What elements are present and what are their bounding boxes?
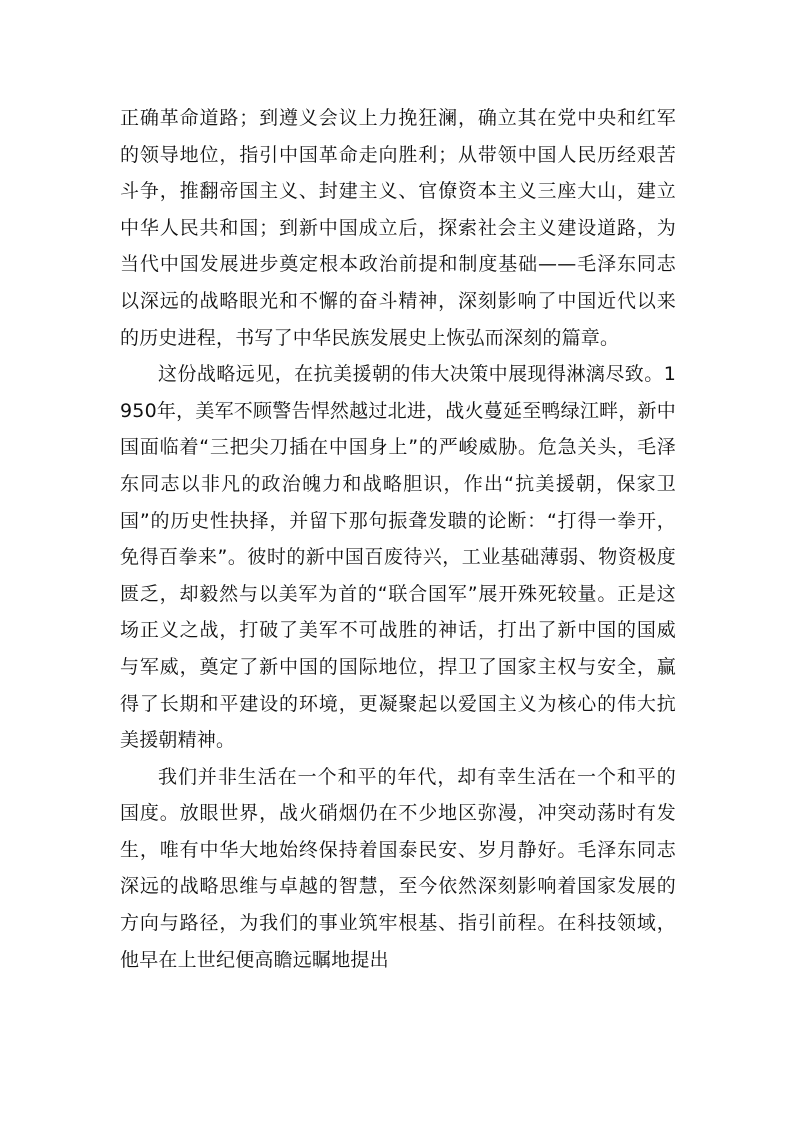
paragraph-3: 我们并非生活在一个和平的年代，却有幸生活在一个和平的国度。放眼世界，战火硝烟仍在不少地区弥漫，冲突动荡时有发生，唯有中华大地始终保持着国泰民安、岁月静好。毛泽东同志深远的战略思维与卓越的智慧，至今依然深刻影响着国家发展的方向与路径，为我们的事业筑牢根基、指引前程。在科技领域，他早在上世纪便高瞻远瞩地提出: [120, 765, 676, 971]
document-page: [120, 100, 676, 978]
paragraph-1: 正确革命道路；到遵义会议上力挽狂澜，确立其在党中央和红军的领导地位，指引中国革命走向胜利；从带领中国人民历经艰苦斗争，推翻帝国主义、封建主义、官僚资本主义三座大山，建立中华人民共和国；到新中国成立后，探索社会主义建设道路，为当代中国发展进步奠定根本政治前提和制度基础——毛泽东同志以深远的战略眼光和不懈的奋斗精神，深刻影响了中国近代以来的历史进程，书写了中华民族发展史上恢弘而深刻的篇章。: [120, 107, 676, 349]
paragraph-2: 这份战略远见，在抗美援朝的伟大决策中展现得淋漓尽致。1950年，美军不顾警告悍然越过北进，战火蔓延至鸭绿江畔，新中国面临着“三把尖刀插在中国身上”的严峻威胁。危急关头，毛泽东同志以非凡的政治魄力和战略胆识，作出“抗美援朝，保家卫国”的历史性抉择，并留下那句振聋发聩的论断：“打得一拳开，免得百拳来”。彼时的新中国百废待兴，工业基础薄弱、物资极度匮乏，却毅然与以美军为首的“联合国军”展开殊死较量。正是这场正义之战，打破了美军不可战胜的神话，打出了新中国的国威与军威，奠定了新中国的国际地位，捍卫了国家主权与安全，赢得了长期和平建设的环境，更凝聚起以爱国主义为核心的伟大抗美援朝精神。: [120, 363, 676, 752]
